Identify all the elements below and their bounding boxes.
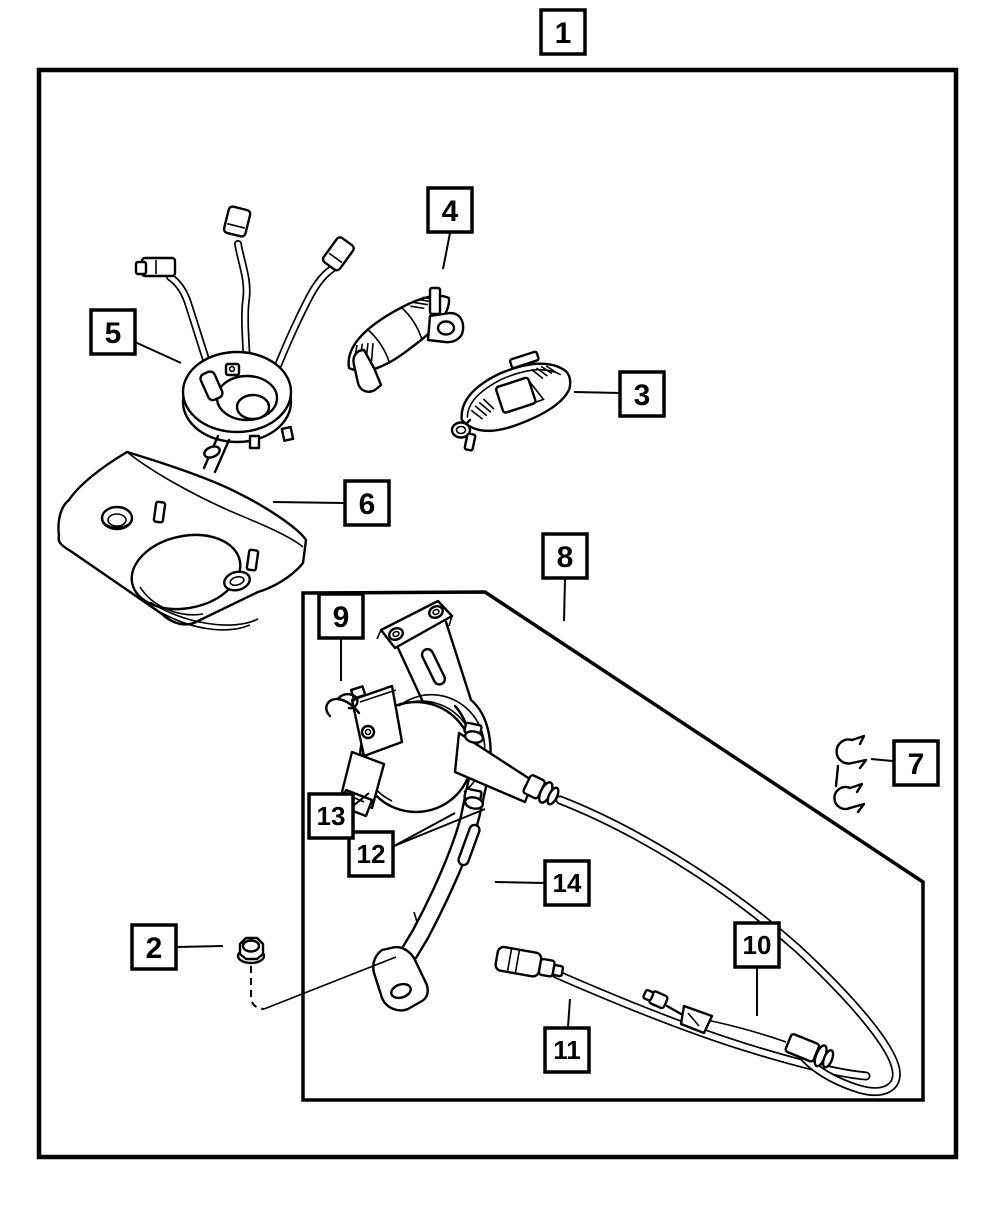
cable-clip-drawing: [834, 736, 866, 812]
callout-label-9: 9: [332, 601, 350, 634]
callout-7[interactable]: [871, 741, 938, 785]
leader-line-11: [568, 999, 570, 1027]
clockspring-drawing: [136, 206, 355, 472]
leader-line-3: [574, 392, 620, 393]
switch-pod-lower-drawing: [449, 344, 579, 451]
callout-label-2: 2: [145, 932, 163, 965]
cable-fitting: [522, 773, 561, 807]
hex-nut-drawing: [238, 938, 396, 1009]
bolt-lower: [464, 788, 484, 810]
callout-5[interactable]: [91, 310, 181, 363]
switch-pod-upper-drawing: [337, 280, 463, 392]
leader-line-5: [135, 342, 181, 363]
callout-4[interactable]: [428, 188, 472, 269]
callout-10[interactable]: [735, 923, 779, 1016]
callout-label-14: 14: [552, 868, 582, 898]
callout-14[interactable]: [495, 861, 589, 905]
leader-line-14: [495, 882, 544, 883]
callout-2[interactable]: [132, 925, 223, 969]
leader-line-2: [177, 946, 223, 947]
callout-label-10: 10: [742, 930, 772, 960]
callout-label-13: 13: [316, 801, 346, 831]
callout-9[interactable]: [319, 594, 363, 681]
callout-6[interactable]: [273, 481, 389, 525]
callout-label-12: 12: [356, 839, 386, 869]
bolt-upper: [464, 722, 484, 744]
throttle-cable-drawing: [560, 800, 896, 1092]
callout-label-5: 5: [104, 317, 122, 350]
callout-label-11: 11: [553, 1035, 581, 1065]
servo-assembly-drawing: [340, 601, 561, 818]
leader-line-7: [871, 759, 893, 761]
connector-top: [223, 206, 251, 238]
leader-line-12a: [394, 813, 455, 846]
connector-right: [321, 236, 355, 272]
leader-line-4: [443, 233, 450, 269]
callout-8[interactable]: [543, 534, 587, 621]
connector-left: [136, 258, 175, 276]
leader-line-8: [564, 579, 565, 621]
callout-11[interactable]: [545, 999, 589, 1072]
callout-label-6: 6: [358, 488, 376, 521]
cable-end-cap: [642, 988, 668, 1009]
leader-line-6: [273, 502, 344, 503]
column-cover-drawing: [58, 452, 306, 630]
callout-label-4: 4: [441, 195, 459, 228]
callout-label-1: 1: [554, 17, 572, 50]
callout-label-3: 3: [633, 379, 651, 412]
callout-label-7: 7: [907, 748, 925, 781]
cable-connector: [495, 946, 565, 981]
callout-label-8: 8: [556, 541, 574, 574]
callout-1[interactable]: [541, 10, 585, 54]
callout-3[interactable]: [574, 372, 664, 416]
